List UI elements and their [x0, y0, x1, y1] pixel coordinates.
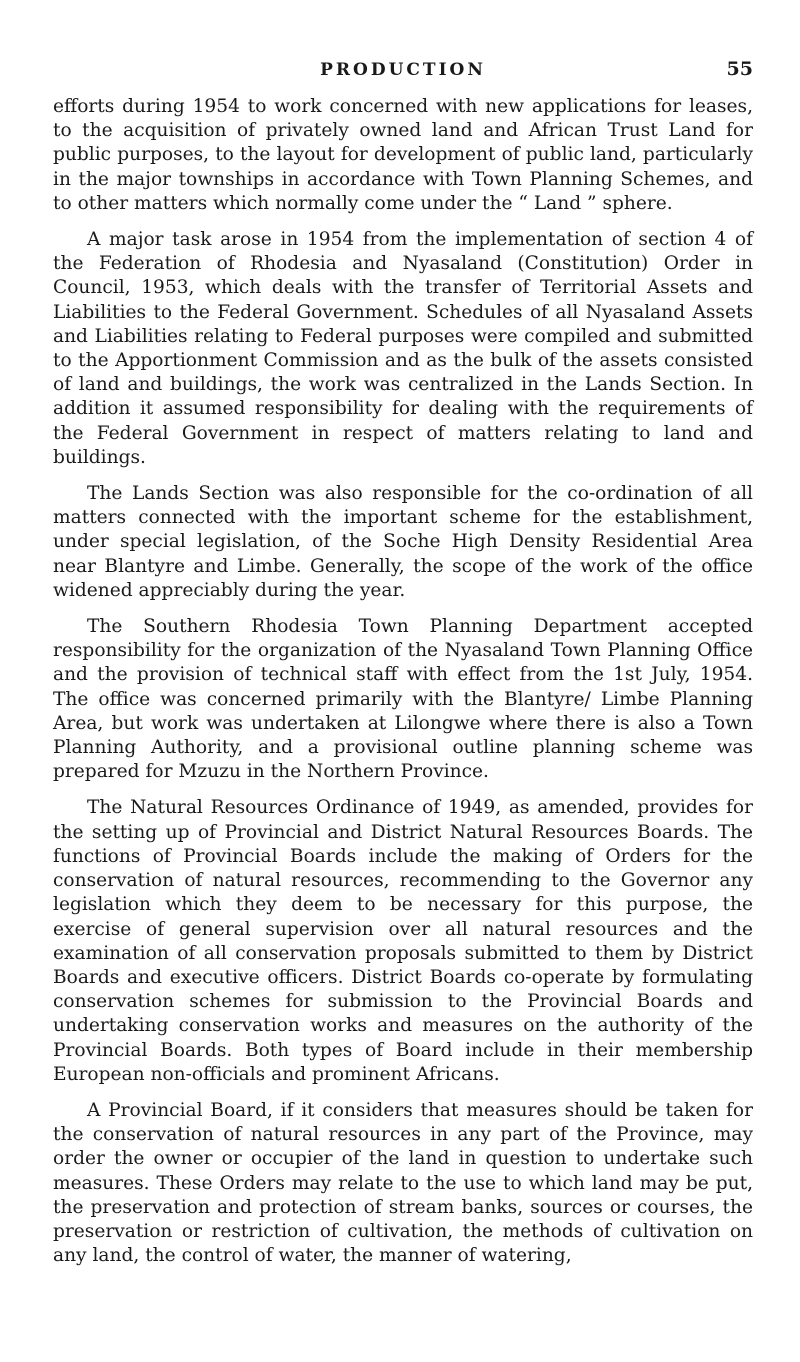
book-page	[53, 52, 753, 1280]
paragraph-lands-section: The Lands Section was also responsible for the co-ordination of all matters connected with the important scheme for the establishment, under special legislation, of the Soche High Density Residential Area near Blantyre and Limbe. Generally, the scope of the work of the office widened appreciably during the year.	[53, 483, 753, 601]
paragraph-natural-resources: The Natural Resources Ordinance of 1949, as amended, provides for the setting up of Provincial and District Natural Resources Boards. The functions of Provincial Boards include the making of Orders for the conservation of natural resources, recommending to the Governor any legislation which they deem to be necessary for this purpose, the exercise of general supervision over all natural resources and the examination of all conservation proposals submitted to them by District Boards and executive officers. District Boards co-operate by formulating conservation schemes for submission to the Provincial Boards and undertaking conservation works and measures on the authority of the Provincial Boards. Both types of Board include in their membership European non-officials and prominent Africans.	[53, 797, 753, 1085]
paragraph-federal-transfer: A major task arose in 1954 from the implementation of section 4 of the Federation of Rhodesia and Nyasaland (Constitution) Order in Council, 1953, which deals with the transfer of Territorial Assets and Liabilities to the Federal Government. Schedules of all Nyasaland Assets and Liabilities relating to Federal purposes were compiled and submitted to the Apportionment Commission and as the bulk of the assets consisted of land and buildings, the work was centralized in the Lands Section. In addition it assumed responsibility for dealing with the requirements of the Federal Government in respect of matters relating to land and buildings.	[53, 229, 753, 468]
paragraph-continuation: efforts during 1954 to work concerned with new applications for leases, to the acquisition of privately owned land and African Trust Land for public purposes, to the layout for development of public land, particularly in the major townships in accordance with Town Planning Schemes, and to other matters which normally come under the “ Land ” sphere.	[53, 96, 753, 214]
body-text	[53, 95, 753, 1268]
page-number: 55	[726, 58, 753, 80]
paragraph-town-planning: The Southern Rhodesia Town Planning Department accepted responsibility for the organization of the Nyasaland Town Planning Office and the provision of technical staff with effect from the 1st July, 1954. The office was concerned primarily with the Blantyre/ Limbe Planning Area, but work was undertaken at Lilongwe where there is also a Town Planning Authority, and a provisional outline planning scheme was prepared for Mzuzu in the Northern Province.	[53, 616, 753, 783]
running-head	[53, 52, 753, 82]
running-title: PRODUCTION	[320, 60, 486, 80]
paragraph-provincial-board: A Provincial Board, if it considers that measures should be taken for the conservation of natural resources in any part of the Province, may order the owner or occupier of the land in question to undertake such measures. These Orders may relate to the use to which land may be put, the preservation and protection of stream banks, sources or courses, the preservation or restriction of cultivation, the methods of cultivation on any land, the control of water, the manner of watering,	[53, 1099, 753, 1267]
